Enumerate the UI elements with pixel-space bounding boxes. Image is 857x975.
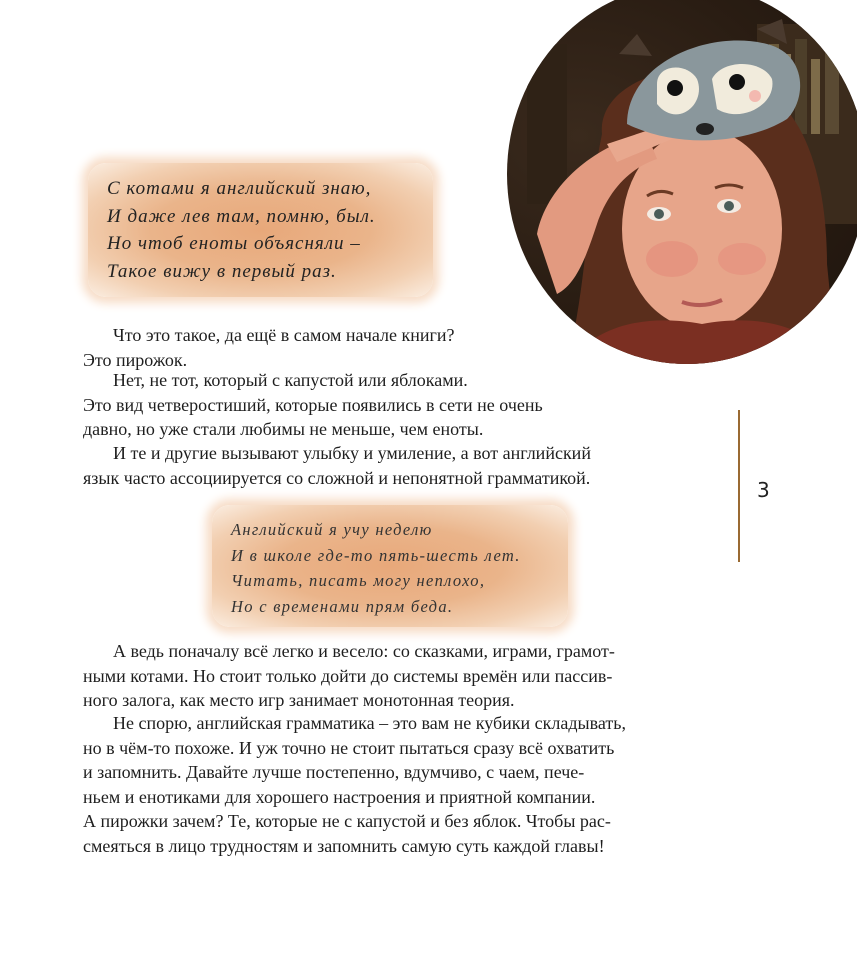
paragraph-5 <box>83 711 685 858</box>
paragraph-3 <box>83 441 685 490</box>
poem-line: Но чтоб еноты объясняли – <box>107 233 361 254</box>
poem-line: И даже лев там, помню, был. <box>107 205 376 227</box>
text-line: Это вид четверостиший, которые появились в сети не очень <box>83 394 543 415</box>
page-number: 3 <box>757 478 770 502</box>
poem-1-text <box>107 175 376 285</box>
author-photo <box>507 0 857 364</box>
text-line: Не спорю, английская грамматика – это вам не кубики складывать, <box>113 713 626 733</box>
poem-line: Читать, писать могу неплохо, <box>231 571 486 590</box>
text-line: И те и другие вызывают улыбку и умиление, а вот английский <box>113 443 591 463</box>
text-line: смеяться в лицо трудностям и запомнить самую суть каждой главы! <box>83 835 605 856</box>
poem-line: Но с временами прям беда. <box>231 596 454 616</box>
text-line: и запомнить. Давайте лучше постепенно, вдумчиво, с чаем, пече- <box>83 762 585 782</box>
author-photo-illustration <box>507 0 857 364</box>
poem-line: Английский я учу неделю <box>231 520 433 539</box>
text-line: ного залога, как место игр занимает монотонная теория. <box>83 690 515 710</box>
poem-2-text <box>231 517 521 619</box>
text-line: Нет, не тот, который с капустой или яблоками. <box>113 370 468 390</box>
paragraph-2 <box>83 368 685 442</box>
text-line: давно, но уже стали любимы не меньше, чем еноты. <box>83 419 484 439</box>
text-line: А ведь поначалу всё легко и весело: со сказками, играми, грамот- <box>113 641 615 661</box>
text-line: язык часто ассоциируется со сложной и непонятной грамматикой. <box>83 467 591 488</box>
text-line: Что это такое, да ещё в самом начале книги? <box>113 325 455 345</box>
poem-box-1 <box>88 163 433 297</box>
poem-line: И в школе где-то пять-шесть лет. <box>231 545 521 565</box>
text-line: ньем и енотиками для хорошего настроения и приятной компании. <box>83 786 596 807</box>
paragraph-4 <box>83 639 685 713</box>
poem-box-2 <box>212 505 568 627</box>
poem-line: С котами я английский знаю, <box>107 178 372 199</box>
text-line: ными котами. Но стоит только дойти до системы времён или пассив- <box>83 665 613 686</box>
text-line: но в чём-то похоже. И уж точно не стоит пытаться сразу всё охватить <box>83 737 615 758</box>
text-line: А пирожки зачем? Те, которые не с капустой и без яблок. Чтобы рас- <box>83 811 611 831</box>
paragraph-1 <box>83 323 685 372</box>
text-line: Это пирожок. <box>83 349 188 370</box>
margin-rule <box>738 410 740 562</box>
poem-line: Такое вижу в первый раз. <box>107 260 337 282</box>
